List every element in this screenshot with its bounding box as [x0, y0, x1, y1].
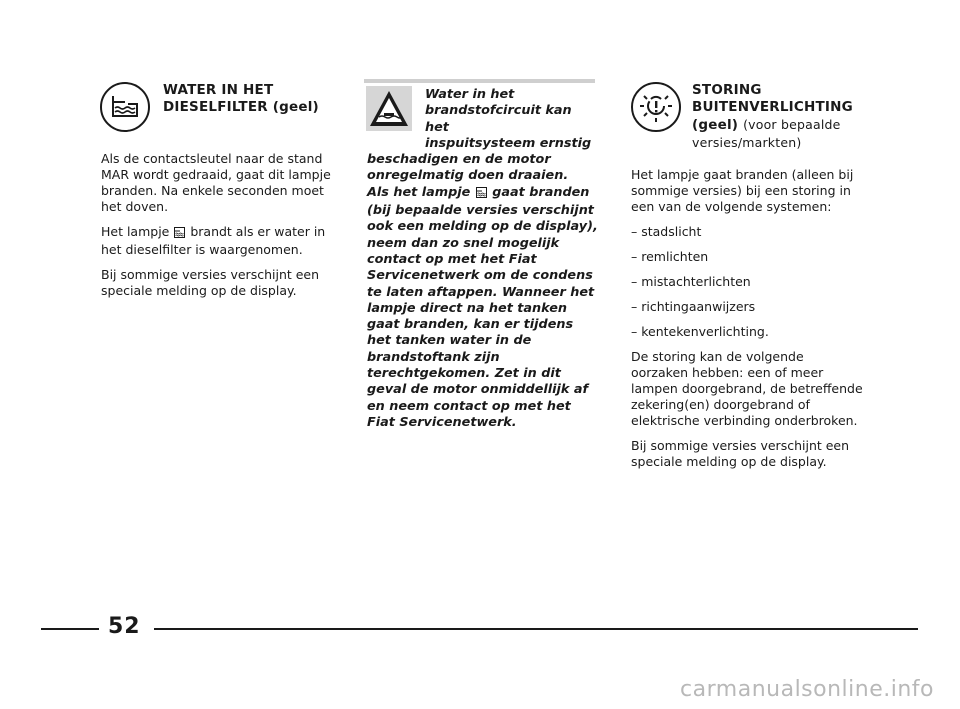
list-item: – kentekenverlichting. [631, 324, 769, 339]
list-item: – remlichten [631, 249, 709, 264]
watermark: carmanualsonline.info [680, 677, 934, 702]
heading-line-1: WATER IN HET [163, 82, 274, 98]
heading-line-2: BUITENVERLICHTING [692, 99, 853, 115]
water-in-fuel-icon [476, 187, 487, 203]
heading-line-1: STORING [692, 82, 762, 98]
paragraph: Bij sommige versies verschijnt een speciale melding op de display. [631, 438, 850, 469]
page-number: 52 [108, 614, 141, 639]
light-failure-heading [692, 82, 872, 152]
water-filter-body [101, 151, 333, 308]
warning-text [367, 87, 599, 431]
list-item: – stadslicht [631, 224, 702, 239]
paragraph [101, 224, 333, 258]
text-span: Het lampje [101, 224, 170, 239]
paragraph: Het lampje gaat branden (alleen bij sommige versies) bij een storing in een van de volgende systemen: [631, 167, 854, 214]
warning-line: brandstofcircuit kan het [425, 103, 572, 135]
list-item: – mistachterlichten [631, 274, 751, 289]
water-filter-heading [163, 82, 343, 116]
heading-color: (geel) [272, 99, 319, 115]
paragraph: Als de contactsleutel naar de stand MAR wordt gedraaid, gaat dit lampje branden. Na enkele seconden moet het doven. [101, 151, 331, 214]
warning-line: inspuitsysteem ernstig [425, 135, 592, 151]
paragraph: De storing kan de volgende oorzaken hebben: een of meer lampen doorgebrand, de betreffende zekering(en) doorgebrand of elektrische verbinding onderbroken. [631, 349, 863, 428]
footer-rule-right [154, 628, 918, 630]
footer-rule-left [41, 628, 99, 630]
light-failure-body [631, 167, 863, 479]
warning-line: beschadigen en de motor onregelmatig doen draaien. [367, 152, 569, 184]
heading-line-2: DIESELFILTER [163, 99, 268, 115]
warning-line: gaat branden (bij bepaalde versies verschijnt ook een melding op de display), neem dan zo snel mogelijk contact op met het Fiat Servicenetwerk om de condens te laten aftappen. Wanneer het lampje direct na het tanken gaat branden, kan er tijdens het tanken water in de brandstoftank zijn terechtgekomen. Zet in dit geval de motor onmiddellijk af en neem contact op met het Fiat Servicenetwerk. [367, 184, 598, 430]
warning-line: Water in het [425, 87, 515, 102]
heading-color: (geel) [692, 117, 739, 133]
water-in-fuel-icon [174, 226, 185, 242]
warning-top-rule [364, 79, 595, 83]
text-span: brandt als er water in het dieselfilter is waargenomen. [101, 224, 326, 257]
warning-line: Als het lampje [367, 184, 471, 200]
list-item: – richtingaanwijzers [631, 299, 756, 314]
exterior-light-failure-icon [631, 82, 681, 132]
heading-note: (voor bepaalde versies/markten) [692, 117, 841, 150]
water-in-fuel-icon [100, 82, 150, 132]
paragraph: Bij sommige versies verschijnt een speciale melding op de display. [101, 267, 320, 298]
